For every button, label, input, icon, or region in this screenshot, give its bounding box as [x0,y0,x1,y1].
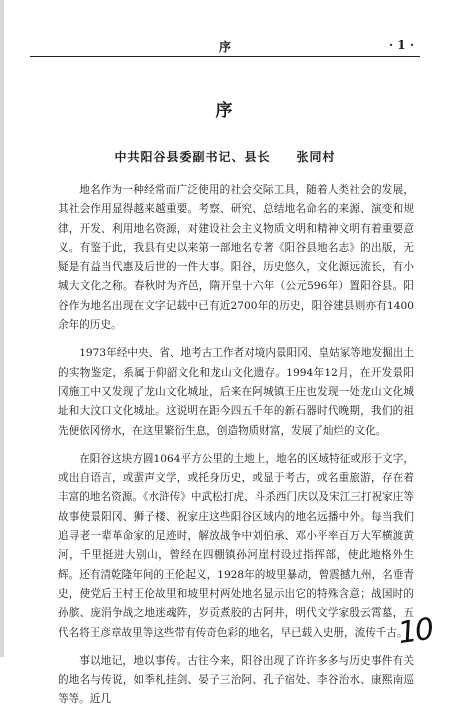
handwritten-page-mark: 10 [395,611,435,652]
paragraph: 事以地记，地以事传。古往今来，阳谷出现了许许多多与历史事件有关的地名与传说，如季札挂剑、晏子三治阿、孔子宿处、李谷治水、康熙南巡等等。近几 [58,654,414,706]
paragraph: 在阳谷这块方圆1064平方公里的土地上，地名的区域特征或形于文字，或出自语言，或蜚声文学，或托身历史，或显于考古，或名重旅游，存在着丰富的地名资源。《水浒传》中武松打虎、斗杀西门庆以及宋江三打祝家庄等故事使景阳冈、狮子楼、祝家庄这些阳谷区域内的地名远播中外。每当我们追寻老一辈革命家的足迹时，解放战争中刘伯承、邓小平率百万大军横渡黄河，千里挺进大别山，曾经在四棚镇孙河崖村设过指挥部，使此地格外生辉。还有清乾隆年间的王伦起义，1928年的坡里暴动，曾震撼九州，名垂青史，使党后王村王伦故里和坡里村两处地名显示出它的特殊含意；战国时的孙膑、庞涓争战之地迷魂阵，岁贡煮胶的古阿井，明代文学家殷云霄墓，五代名将王彦章故里等这些带有传奇色彩的地名，早已载入史册，流传千古。 [58,452,414,639]
paragraph: 地名作为一种经常而广泛使用的社会交际工具，随着人类社会的发展，其社会作用显得越来越重要。考察、研究、总结地名命名的来源、演变和规律，开发、利用地名资源，对建设社会主义物质文明和精神文明有着重要意义。有鉴于此，我县有史以来第一部地名专著《阳谷县地名志》的出版，无疑是有益当代惠及后世的一件大事。阳谷，历史悠久，文化源远流长，有小城大文化之称。春秋时为齐邑，隋开皇十六年（公元596年）置阳谷县。阳谷作为地名出现在文字记载中已有近2700年的历史，阳谷建县则亦有1400余年的历史。 [58,184,414,332]
author-position: 中共阳谷县委副书记、县长 [114,150,271,164]
author-byline [0,148,450,165]
running-title: 序 [218,40,231,54]
page-number: · 1 · [388,38,414,52]
paragraph: 1973年经中央、省、地考古工作者对境内景阳冈、皇姑冢等地发掘出土的实物鉴定，系属于仰韶文化和龙山文化遗存。1994年12月，在开发景阳冈施工中又发现了龙山文化城址，后来在阿城镇王庄也发现一处龙山文化城址和大汶口文化城址。这说明在距今四五千年的新石器时代晚期，我们的祖先便依冈傍水，在这里繁衍生息，创造物质财富，发展了灿烂的文化。 [58,347,414,437]
chapter-title: 序 [215,101,235,121]
running-header [30,38,420,57]
body-text [58,181,414,710]
author-name: 张同村 [296,150,336,164]
